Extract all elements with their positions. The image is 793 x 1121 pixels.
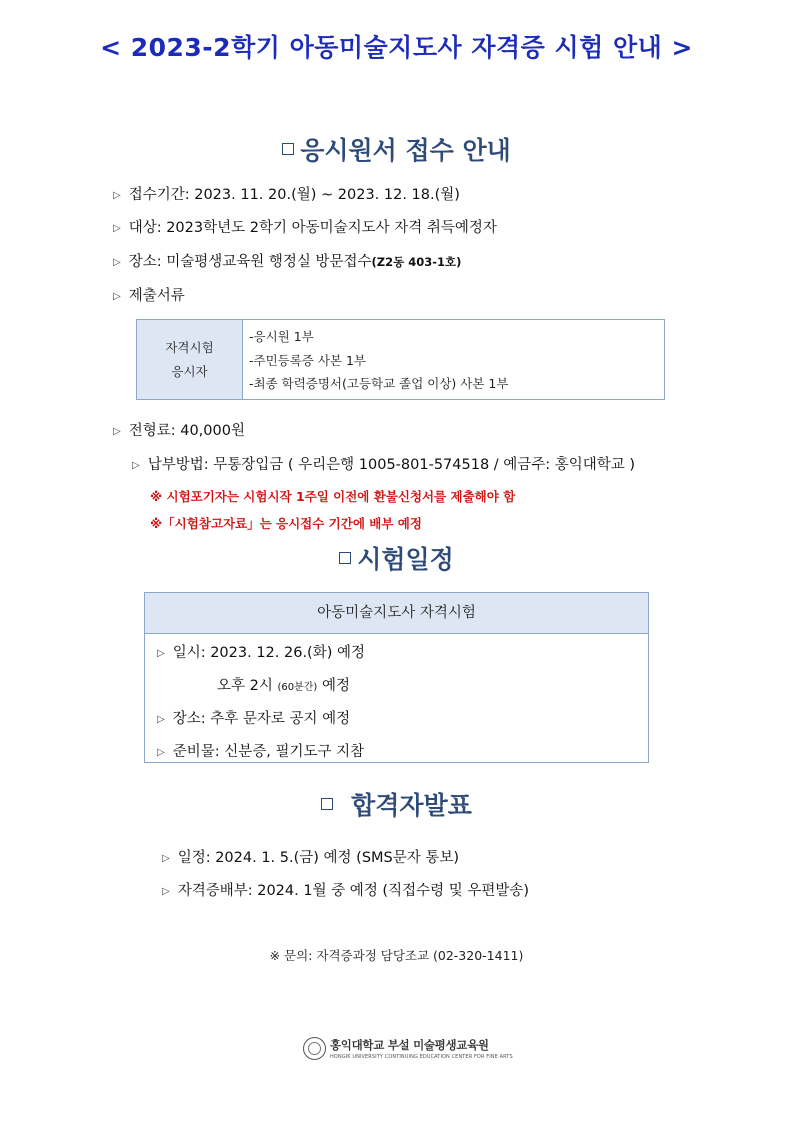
application-target <box>113 216 497 237</box>
triangle-bullet-icon: ▷ <box>157 747 165 758</box>
application-heading-text: 응시원서 접수 안내 <box>300 136 511 165</box>
application-period-text: 접수기간: 2023. 11. 20.(월) ~ 2023. 12. 18.(월) <box>128 187 460 203</box>
triangle-bullet-icon: ▷ <box>113 291 121 302</box>
schedule-items <box>157 740 364 761</box>
schedule-items-text: 준비물: 신분증, 필기도구 지참 <box>172 744 365 760</box>
application-fee <box>113 419 245 440</box>
application-documents-label <box>113 284 185 305</box>
schedule-time-suffix: 예정 <box>321 678 350 694</box>
triangle-bullet-icon: ▷ <box>132 460 140 471</box>
institution-logo <box>303 1037 513 1060</box>
documents-table-target <box>137 320 243 399</box>
square-icon <box>339 552 351 564</box>
application-heading <box>0 131 793 167</box>
schedule-heading-text: 시험일정 <box>357 545 454 574</box>
logo-korean-text: 홍익대학교 부설 미술평생교육원 <box>330 1038 489 1052</box>
results-date-text: 일정: 2024. 1. 5.(금) 예정 (SMS문자 통보) <box>177 850 460 866</box>
application-place-text: 장소: 미술평생교육원 행정실 방문접수 <box>128 254 372 270</box>
triangle-bullet-icon: ▷ <box>162 886 170 897</box>
document-item: -주민등록증 사본 1부 <box>249 352 367 368</box>
schedule-table-header: 아동미술지도사 자격시험 <box>145 593 648 634</box>
application-fee-text: 전형료: 40,000원 <box>128 423 245 439</box>
page-title: < 2023-2학기 아동미술지도사 자격증 시험 안내 > <box>100 33 693 62</box>
document-item: -응시원 1부 <box>249 329 314 344</box>
application-place <box>113 250 461 271</box>
triangle-bullet-icon: ▷ <box>157 714 165 725</box>
triangle-bullet-icon: ▷ <box>113 426 121 437</box>
triangle-bullet-icon: ▷ <box>162 853 170 864</box>
triangle-bullet-icon: ▷ <box>113 190 121 201</box>
results-heading <box>0 786 793 822</box>
logo-english-text: HONGIK UNIVERSITY CONTINUING EDUCATION CENTER FOR FINE ARTS <box>330 1054 513 1060</box>
application-payment-text: 납부방법: 무통장입금 ( 우리은행 1005-801-574518 / 예금주: 홍익대학교 ) <box>147 457 636 473</box>
triangle-bullet-icon: ▷ <box>113 223 121 234</box>
application-period <box>113 183 460 204</box>
square-icon <box>321 798 333 810</box>
schedule-heading <box>0 540 793 576</box>
schedule-date <box>157 641 365 662</box>
triangle-bullet-icon: ▷ <box>157 648 165 659</box>
documents-label-text: 제출서류 <box>128 288 185 304</box>
schedule-time-duration: (60분간) <box>277 682 318 693</box>
documents-table-items <box>243 320 664 399</box>
notice-refund: ※ 시험포기자는 시험시작 1주일 이전에 환불신청서를 제출해야 함 <box>150 489 516 504</box>
application-payment <box>132 453 635 474</box>
schedule-date-text: 일시: 2023. 12. 26.(화) 예정 <box>172 645 366 661</box>
schedule-place <box>157 707 350 728</box>
results-heading-text: 합격자발표 <box>351 791 472 820</box>
square-icon <box>282 143 294 155</box>
document-item: -최종 학력증명서(고등학교 졸업 이상) 사본 1부 <box>249 376 509 391</box>
results-date <box>162 846 459 867</box>
schedule-time <box>217 674 350 695</box>
results-certificate <box>162 879 529 900</box>
documents-target-line1: 자격시험 <box>165 339 214 355</box>
application-target-text: 대상: 2023학년도 2학기 아동미술지도사 자격 취득예정자 <box>128 220 497 236</box>
university-seal-icon <box>303 1037 326 1060</box>
schedule-place-text: 장소: 추후 문자로 공지 예정 <box>172 711 351 727</box>
notice-reference-material: ※「시험참고자료」는 응시접수 기간에 배부 예정 <box>150 516 422 531</box>
documents-table <box>136 319 665 400</box>
triangle-bullet-icon: ▷ <box>113 257 121 268</box>
contact-note: ※ 문의: 자격증과정 담당조교 (02-320-1411) <box>269 948 524 963</box>
schedule-time-main: 오후 2시 <box>217 678 273 694</box>
schedule-table <box>144 592 649 763</box>
application-place-room: (Z2동 403-1호) <box>371 255 462 269</box>
documents-target-line2: 응시자 <box>171 363 208 379</box>
results-certificate-text: 자격증배부: 2024. 1월 중 예정 (직접수령 및 우편발송) <box>177 883 530 899</box>
